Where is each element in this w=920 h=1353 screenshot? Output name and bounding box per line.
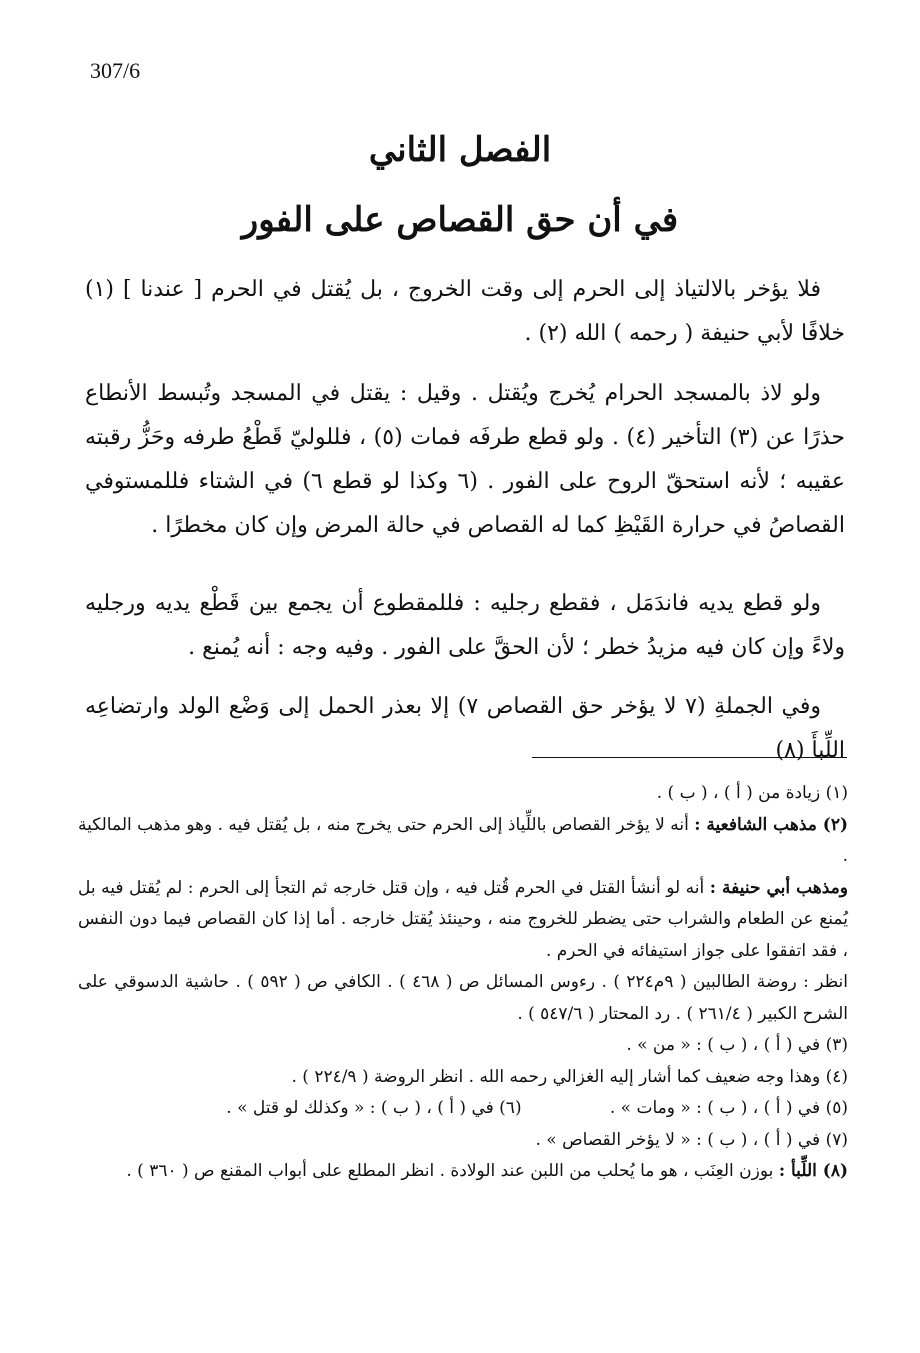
footnote-8-label: (٨) اللِّبأ :	[778, 1161, 848, 1181]
paragraph-text: ولو قطع يديه فاندَمَل ، فقطع رجليه : فللمقطوع أن يجمع بين قَطْع يديه ورجليه ولاءً وإن كان فيه مزيدُ خطر ؛ لأن الحقَّ على الفور . وفيه وجه : أنه يُمنع .	[85, 591, 845, 660]
footnote-2-hanafi-text: أنه لو أنشأ القتل في الحرم قُتل فيه ، وإن قتل خارجه ثم التجأ إلى الحرم : لم يُقتل فيه بل يُمنع عن الطعام والشراب حتى يضطر للخروج منه ، وحينئذ يُقتل خارجه . أما إذا كان القصاص فيما دون النفس ، فقد اتفقوا على جواز استيفائه في الحرم .	[78, 877, 848, 961]
paragraph-text: فلا يؤخر بالالتياذ إلى الحرم إلى وقت الخروج ، بل يُقتل في الحرم [ عندنا ] (١) خلافًا لأبي حنيفة ( رحمه ) الله (٢) .	[85, 277, 845, 346]
footnote-8	[78, 1156, 848, 1188]
footnote-1: (١) زيادة من ( أ ) ، ( ب ) .	[656, 783, 848, 803]
footnote-row-spacer	[78, 1093, 138, 1125]
footnote-2-hanafi-label: ومذهب أبي حنيفة :	[709, 877, 848, 898]
section-title: في أن حق القصاص على الفور	[241, 200, 679, 240]
chapter-title: الفصل الثاني	[368, 130, 552, 170]
footnotes-section	[78, 778, 848, 1188]
paragraph-text: ولو لاذ بالمسجد الحرام يُخرج ويُقتل . وقيل : يقتل في المسجد وتُبسط الأنطاع حذرًا عن (٣) التأخير (٤) . ولو قطع طرفَه فمات (٥) ، فللوليّ قَطْعُ طرفه وحَزُّ رقبته عقيبه ؛ لأنه استحقّ الروح على الفور . (٦ وكذا لو قطع ٦) في الشتاء فللمستوفي القصاصُ في حرارة القَيْظِ كما له القصاص في حالة المرض وإن كان مخطرًا .	[85, 381, 845, 538]
paragraph-text: وفي الجملةِ (٧ لا يؤخر حق القصاص ٧) إلا بعذر الحمل إلى وَضْع الولد وارتضاعِه اللِّبأَ (٨)	[85, 694, 845, 763]
body-paragraph	[85, 372, 845, 548]
footnote-5: (٥) في ( أ ) ، ( ب ) : « ومات » .	[609, 1098, 848, 1118]
body-paragraph	[85, 268, 845, 356]
footnote-2-references: انظر : روضة الطالبين ( ٩م٢٢٤ ) . رءوس المسائل ص ( ٤٦٨ ) . الكافي ص ( ٥٩٢ ) . حاشية الدسوقي على الشرح الكبير ( ٢٦١/٤ ) . رد المحتار ( ٥٤٧/٦ ) .	[78, 972, 848, 1024]
footnote-4: (٤) وهذا وجه ضعيف كما أشار إليه الغزالي رحمه الله . انظر الروضة ( ٢٢٤/٩ ) .	[291, 1066, 848, 1087]
footnote-8-text: بوزن العِنَب ، هو ما يُحلب من اللبن عند الولادة . انظر المطلع على أبواب المقنع ص ( ٣٦٠ ) .	[126, 1161, 774, 1181]
body-paragraph	[85, 685, 845, 773]
footnote-2-text: أنه لا يؤخر القصاص باللِّياذ إلى الحرم حتى يخرج منه ، بل يُقتل فيه . وهو مذهب المالكية .	[78, 814, 848, 866]
body-paragraph	[85, 582, 845, 670]
footnote-3: (٣) في ( أ ) ، ( ب ) : « من » .	[626, 1035, 848, 1055]
footnote-2-label: (٢) مذهب الشافعية :	[694, 814, 849, 835]
page-number: 307/6	[90, 58, 141, 83]
footnote-row-5-6	[78, 1093, 848, 1125]
footnote-2	[78, 810, 848, 873]
footnote-2-hanafi	[78, 873, 848, 968]
footnote-7: (٧) في ( أ ) ، ( ب ) : « لا يؤخر القصاص » .	[535, 1129, 848, 1150]
footnote-separator	[532, 757, 847, 758]
footnote-6: (٦) في ( أ ) ، ( ب ) : « وكذلك لو قتل » .	[226, 1098, 522, 1118]
